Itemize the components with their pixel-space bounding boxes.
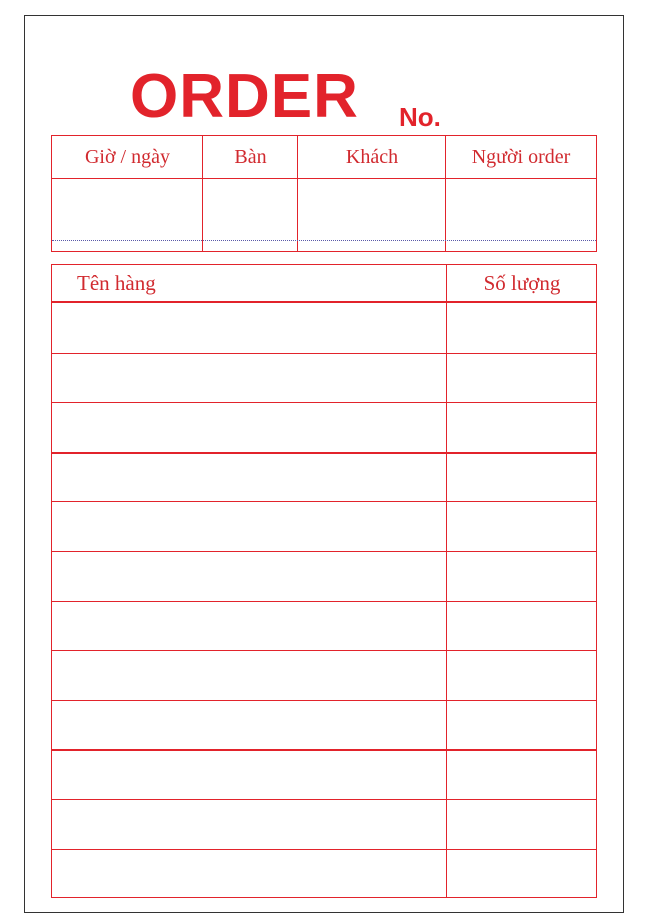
item-row xyxy=(52,402,596,454)
items-header-quantity: Số lượng xyxy=(483,271,561,295)
items-header-product-name: Tên hàng xyxy=(77,271,156,295)
info-header-guest: Khách xyxy=(298,136,446,179)
item-row xyxy=(52,650,596,701)
item-row xyxy=(52,601,596,652)
item-row xyxy=(52,353,596,404)
info-header-table: Bàn xyxy=(203,136,298,179)
item-row xyxy=(52,551,596,602)
item-row xyxy=(52,501,596,552)
item-row xyxy=(52,700,596,752)
info-header-time-date: Giờ / ngày xyxy=(52,136,203,179)
item-row xyxy=(52,452,596,503)
items-table-header xyxy=(52,265,596,303)
order-number-label: No. xyxy=(399,102,441,132)
order-info-table xyxy=(51,135,597,252)
info-header-order-taker: Người order xyxy=(446,136,596,179)
item-row xyxy=(52,303,596,354)
order-items-table xyxy=(51,264,597,898)
info-dotted-writing-line xyxy=(52,240,596,241)
item-row xyxy=(52,799,596,850)
order-title: ORDER xyxy=(130,62,359,131)
item-row xyxy=(52,749,596,800)
